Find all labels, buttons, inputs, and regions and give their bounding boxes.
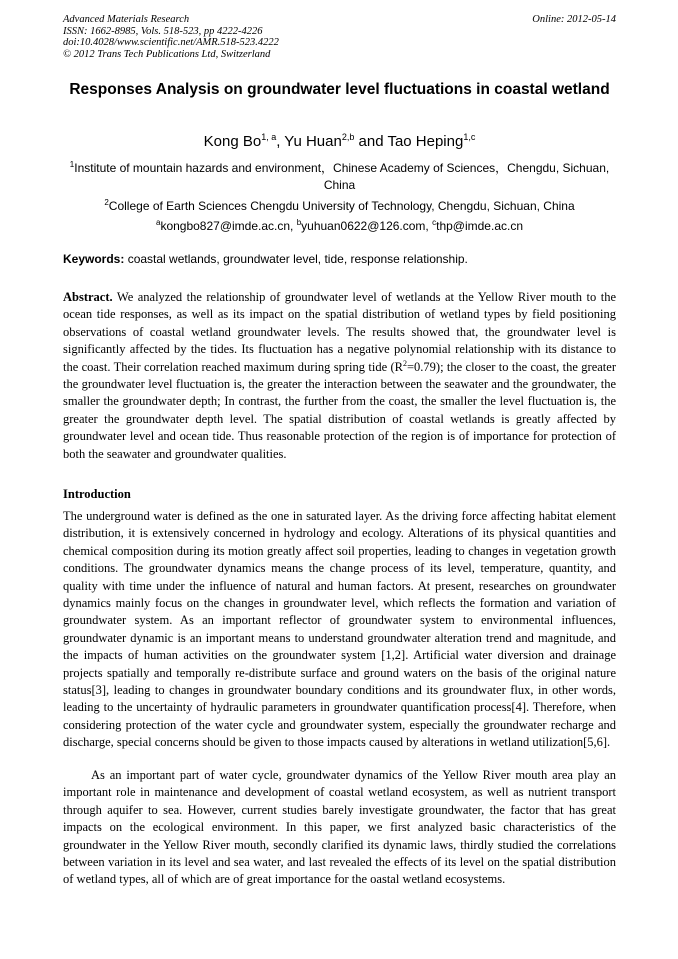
abstract-text-continued: =0.79); the closer to the coast, the greater the groundwater level fluctuation is, the greater the interaction between the seawater and the groundwater, the smaller the groundwater depth; In contrast, the further from the coast, the smaller the level fluctuation is, the greater the groundwater depth level. The spatial distribution of coastal wetlands is greatly affected by groundwater level and ocean tide. Thus reasonable protection of the region is of importance for protection of both the seawater and groundwater qualities. <box>63 359 616 461</box>
email-mark: a <box>155 218 161 227</box>
author-name: Yu Huan <box>284 133 342 150</box>
author-name: Kong Bo <box>203 133 262 150</box>
affiliation-1 <box>63 156 616 194</box>
affiliation-mark: 1 <box>69 160 75 169</box>
author-affiliation-mark: 1,c <box>463 132 476 142</box>
email-address: thp@imde.ac.cn <box>436 219 523 233</box>
keywords-label: Keywords: <box>63 252 125 266</box>
abstract-text: We analyzed the relationship of groundwater level of wetlands at the Yellow River mouth to the ocean tide responses, as well as its impact on the spatial distribution of wetland types by field positioning observations of coastal wetland groundwater levels. The results showed that, the groundwater level is significantly affected by the tides. Its fluctuation has a negative polynomial relationship with its distance to the coast. Their correlation reached maximum during spring tide (R <box>63 290 616 374</box>
affiliation-text: College of Earth Sciences Chengdu University of Technology, Chengdu, Sichuan, China <box>108 199 575 213</box>
journal-name: Advanced Materials Research <box>63 14 190 25</box>
abstract-label: Abstract. <box>63 290 113 304</box>
author-affiliation-mark: 2,b <box>341 132 355 142</box>
affiliation-2 <box>63 194 616 215</box>
introduction-paragraph-1: The underground water is defined as the one in saturated layer. As the driving force affecting habitat element distribution, it is extensively concerned in hydrology and ecology. Alterations of its physical quantities and chemical composition during its motion greatly affect soil properties, leading to changes in vegetation growth conditions. The groundwater dynamics means the change process of its level, temperature, quantity, and quality with time under the influence of natural and human factors. At present, researches on groundwater dynamics mainly focus on the changes in groundwater level, which reflects the formation and variation of groundwater system. As an important reflector of groundwater system to environmental influences, groundwater dynamic is an important means to understand groundwater alteration trend and magnitude, and the impacts of human activities on the groundwater system [1,2]. Artificial water diversion and drainage projects spatially and temporally re-distribute surface and ground waters on the basis of the original nature status[3], leading to changes in groundwater boundary conditions and its groundwater flux, in other words, leading to the uncertainty of hydraulic parameters in groundwater quantification process[4]. Therefore, when considering protection of the water cycle and groundwater system, especially the groundwater recharge and discharge, special concerns should be given to those impacts caused by alterations in wetland utilization[5,6]. <box>63 509 616 750</box>
email-mark: b <box>296 218 302 227</box>
author-list <box>63 128 616 151</box>
author-separator: and <box>354 133 388 150</box>
author-separator: , <box>276 133 285 150</box>
doi-line: doi:10.4028/www.scientific.net/AMR.518-523.4222 <box>63 37 279 48</box>
author-name: Tao Heping <box>387 133 464 150</box>
paper-title: Responses Analysis on groundwater level fluctuations in coastal wetland <box>69 81 610 98</box>
copyright-line: © 2012 Trans Tech Publications Ltd, Switzerland <box>63 48 271 60</box>
email-mark: c <box>432 218 437 227</box>
issn-line: ISSN: 1662-8985, Vols. 518-523, pp 4222-4226 <box>63 25 263 37</box>
affiliation-mark: 2 <box>104 198 109 207</box>
online-date: Online: 2012-05-14 <box>532 14 616 25</box>
journal-header <box>63 14 616 60</box>
abstract <box>63 289 616 463</box>
section-heading-introduction: Introduction <box>63 487 131 501</box>
introduction-paragraph-2: As an important part of water cycle, groundwater dynamics of the Yellow River mouth area play an important role in maintenance and development of coastal wetland ecosystem, as well as nutrient transport through aquifer to sea. However, current studies barely investigate groundwater, the factor that has great impacts on the ecological environment. In this paper, we first analyzed basic characteristics of the groundwater in the Yellow River mouth, secondly clarified its dynamic laws, thirdly studied the correlations between variation in its level and sea water, and last revealed the effects of its level on the spatial distribution of wetland types, all of which are of great importance for the oastal wetland ecosystems. <box>63 768 616 887</box>
keywords-text: coastal wetlands, groundwater level, tide, response relationship. <box>124 252 468 266</box>
email-address: kongbo827@imde.ac.cn, <box>160 219 297 233</box>
keywords <box>63 252 616 267</box>
email-address: yuhuan0622@126.com, <box>301 219 433 233</box>
affiliation-text: Institute of mountain hazards and environment，Chinese Academy of Sciences，Chengdu, Sichuan, China <box>74 161 610 192</box>
superscript: 2 <box>403 358 407 368</box>
email-list <box>63 214 616 235</box>
author-affiliation-mark: 1, a <box>261 132 277 142</box>
